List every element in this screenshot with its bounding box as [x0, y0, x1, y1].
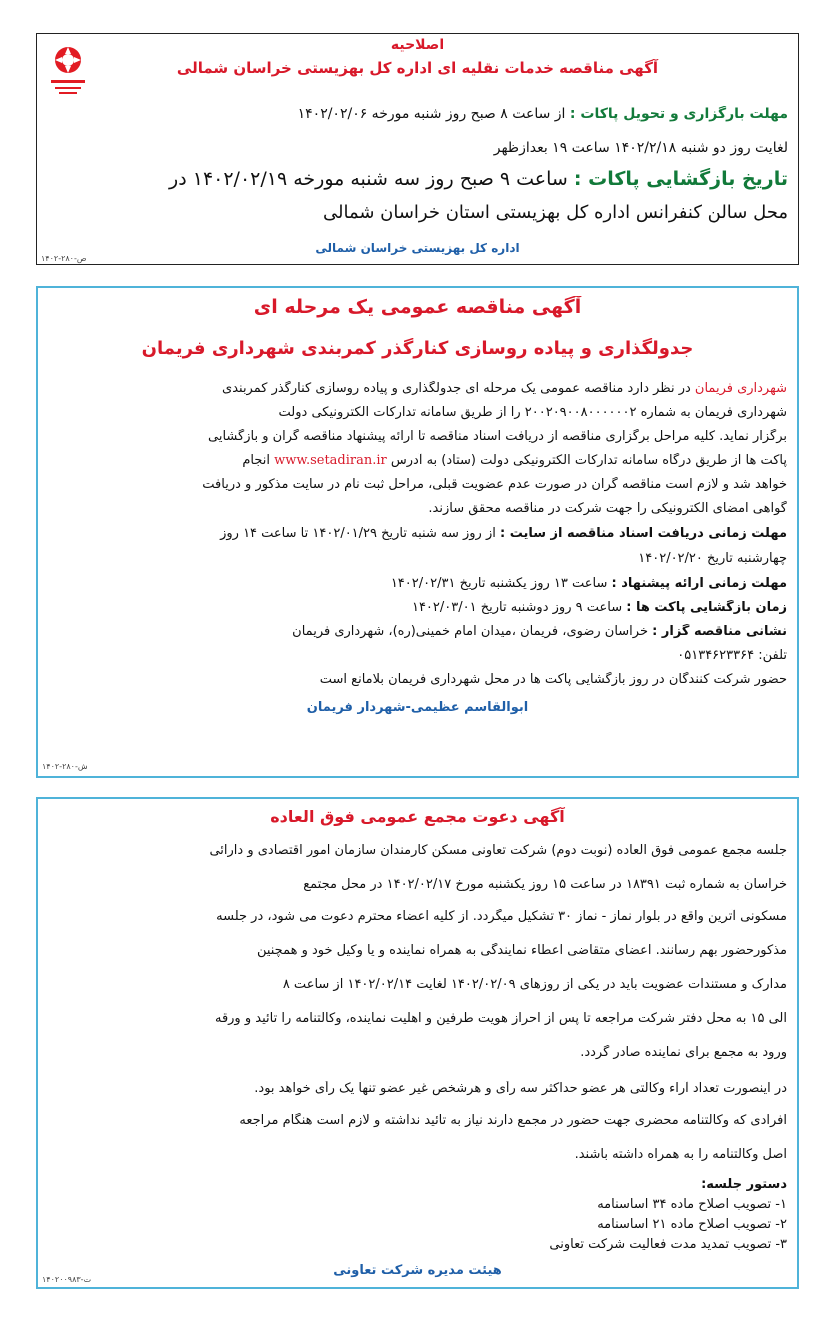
- notice3-p1-line-7: ورود به مجمع برای نماینده صادر گردد.: [580, 1045, 787, 1060]
- phone-label: تلفن:: [758, 648, 787, 663]
- notice3-p1-line-3: مسکونی آترین واقع در بلوار نماز - نماز ۳۰ تشکیل میگردد. از کلیه اعضاء محترم دعوت می شود، در جلسه: [216, 909, 787, 924]
- attendance-note: حضور شرکت کنندگان در روز بازگشایی پاکت ها در محل شهرداری فریمان بلامانع است: [319, 672, 787, 687]
- notice2-body-line-1: [48, 381, 787, 396]
- notice2-body-line-3: برگزار نماید. کلیه مراحل برگزاری مناقصه از دریافت اسناد مناقصه تا ارائه پیشنهاد مناقصه گران و بازگشایی: [208, 429, 787, 444]
- agenda-item: ۱- تصویب اصلاح ماده ۳۴ اساسنامه: [597, 1197, 787, 1212]
- notice3-p1-line-5: مدارک و مستندات عضویت باید در یکی از روزهای ۱۴۰۲/۰۲/۰۹ لغایت ۱۴۰۲/۰۲/۱۴ از ساعت ۸: [282, 977, 787, 992]
- notice2-title-2: جدولگذاری و پیاده روسازی کنارگذر کمربندی شهرداری فریمان: [141, 338, 694, 359]
- notice2-signature: ابوالقاسم عظیمی-شهردار فریمان: [306, 700, 529, 715]
- correction-heading: اصلاحیه: [390, 37, 445, 53]
- phone-line: [48, 648, 787, 663]
- body-text-1: در نظر دارد مناقصه عمومی یک مرحله ای جدولگذاری و پیاده روسازی کنارگذر کمربندی: [222, 381, 691, 396]
- notice3-p1-line-4: مذکورحضور بهم رسانند. اعضای متقاضی اعطاء نمایندگی به همراه نماینده و یا وکیل خود و همچنین: [256, 943, 787, 958]
- receive-label: مهلت زمانی دریافت اسناد مناقصه از سایت :: [499, 526, 787, 541]
- deadline-line: [47, 106, 788, 122]
- open-text: ساعت ۹ روز دوشنبه تاریخ ۱۴۰۲/۰۳/۰۱: [411, 600, 623, 615]
- notice2-body-line-4: [48, 453, 787, 468]
- deadline-text: از ساعت ۸ صبح روز شنبه مورخه ۱۴۰۲/۰۲/۰۶: [297, 106, 566, 122]
- address-line: [48, 624, 787, 639]
- notice1-code: ۱۴۰۲-۲۸۰-ص: [41, 254, 87, 263]
- body-text-4b: انجام: [242, 453, 270, 468]
- notice3-p1-line-2: خراسان به شماره ثبت ۱۸۳۹۱ در ساعت ۱۵ روز یکشنبه مورخ ۱۴۰۲/۰۲/۱۷ در محل مجتمع: [303, 877, 787, 892]
- notice3-p2-line-3: اصل وکالتنامه را به همراه داشته باشند.: [574, 1147, 787, 1162]
- deadline-label: مهلت بارگزاری و تحویل پاکات :: [569, 106, 788, 122]
- notice1-title: آگهی مناقصه خدمات نقلیه ای اداره کل بهزیستی خراسان شمالی: [176, 59, 659, 77]
- address-text: خراسان رضوی، فریمان ،میدان امام خمینی(ره)، شهرداری فریمان: [292, 624, 649, 639]
- notice2-body-line-5: خواهد شد و لازم است مناقصه گران در صورت عدم عضویت قبلی، مراحل ثبت نام در سایت مذکور و دریافت: [202, 477, 787, 492]
- agenda-item: ۲- تصویب اصلاح ماده ۲۱ اساسنامه: [597, 1217, 787, 1232]
- open-line: [48, 600, 787, 615]
- submit-label: مهلت زمانی ارائه پیشنهاد :: [611, 576, 787, 591]
- notice3-signature: هیئت مدیره شرکت تعاونی: [333, 1263, 502, 1278]
- notice2-code: ۱۴۰۲-۲۸۰-ش: [42, 762, 88, 771]
- body-lead: شهرداری فریمان: [694, 381, 787, 396]
- notice1-signature: اداره کل بهزیستی خراسان شمالی: [315, 241, 520, 255]
- notice2-title-1: آگهی مناقصه عمومی یک مرحله ای: [253, 296, 582, 318]
- website-link[interactable]: www.setadiran.ir: [274, 453, 387, 468]
- receive-line: [48, 526, 787, 541]
- address-label: نشانی مناقصه گزار :: [652, 624, 787, 639]
- notice3-p2-line-1: در اینصورت تعداد آراء وکالتی هر عضو حداکثر سه رأی و هرشخص غیر عضو تنها یک رأی خواهد بود.: [254, 1081, 787, 1096]
- open-label: زمان بازگشایی پاکت ها :: [626, 600, 787, 615]
- opening-text-2: محل سالن کنفرانس اداره کل بهزیستی استان خراسان شمالی: [322, 202, 788, 223]
- submit-text: ساعت ۱۳ روز یکشنبه تاریخ ۱۴۰۲/۰۲/۳۱: [390, 576, 608, 591]
- phone-number: ۰۵۱۳۴۶۲۳۳۶۴: [677, 648, 755, 663]
- opening-line: [47, 168, 788, 190]
- notice-assembly-box: [36, 797, 799, 1289]
- opening-text: ساعت ۹ صبح روز سه شنبه مورخه ۱۴۰۲/۰۲/۱۹ در: [169, 168, 568, 190]
- agenda-label: دستور جلسه:: [701, 1177, 787, 1192]
- deadline-text-2: لغایت روز دو شنبه ۱۴۰۲/۲/۱۸ ساعت ۱۹ بعدازظهر: [493, 140, 788, 156]
- receive-text: از روز سه شنبه تاریخ ۱۴۰۲/۰۱/۲۹ تا ساعت ۱۴ روز: [220, 526, 496, 541]
- notice2-body-line-6: گواهی امضای الکترونیکی را جهت شرکت در مناقصه محقق سازند.: [428, 501, 787, 516]
- agenda-item: ۳- تصویب تمدید مدت فعالیت شرکت تعاونی: [549, 1237, 787, 1252]
- notice-correction-box: [36, 33, 799, 265]
- notice3-code: ۱۴۰۲۰۰۹۸۳-ت: [42, 1275, 92, 1284]
- notice3-p2-line-2: افرادی که وکالتنامه محضری جهت حضور در مجمع دارند نیاز به تائید نداشته و لازم است هنگام مراجعه: [239, 1113, 787, 1128]
- submit-line: [48, 576, 787, 591]
- notice3-title: آگهی دعوت مجمع عمومی فوق العاده: [270, 807, 565, 826]
- notice3-p1-line-1: جلسه مجمع عمومی فوق العاده (نوبت دوم) شرکت تعاونی مسکن کارمندان سازمان امور اقتصادی و دارائی: [209, 843, 787, 858]
- opening-label: تاریخ بازگشایی پاکات :: [573, 168, 788, 190]
- notice-tender-box: [36, 286, 799, 778]
- notice2-body-line-2: شهرداری فریمان به شماره ۲۰۰۲۰۹۰۰۸۰۰۰۰۰۰۲ را از طریق سامانه تدارکات الکترونیکی دولت: [278, 405, 787, 420]
- receive-text-2: چهارشنبه تاریخ ۱۴۰۲/۰۲/۲۰: [638, 551, 787, 566]
- body-text-4a: پاکت ها از طریق درگاه سامانه تدارکات الکترونیکی دولت (ستاد) به آدرس: [390, 453, 787, 468]
- notice3-p1-line-6: الی ۱۵ به محل دفتر شرکت مراجعه تا پس از احراز هویت طرفین و اهلیت نماینده، وکالتنامه را تائید و ورقه: [214, 1011, 787, 1026]
